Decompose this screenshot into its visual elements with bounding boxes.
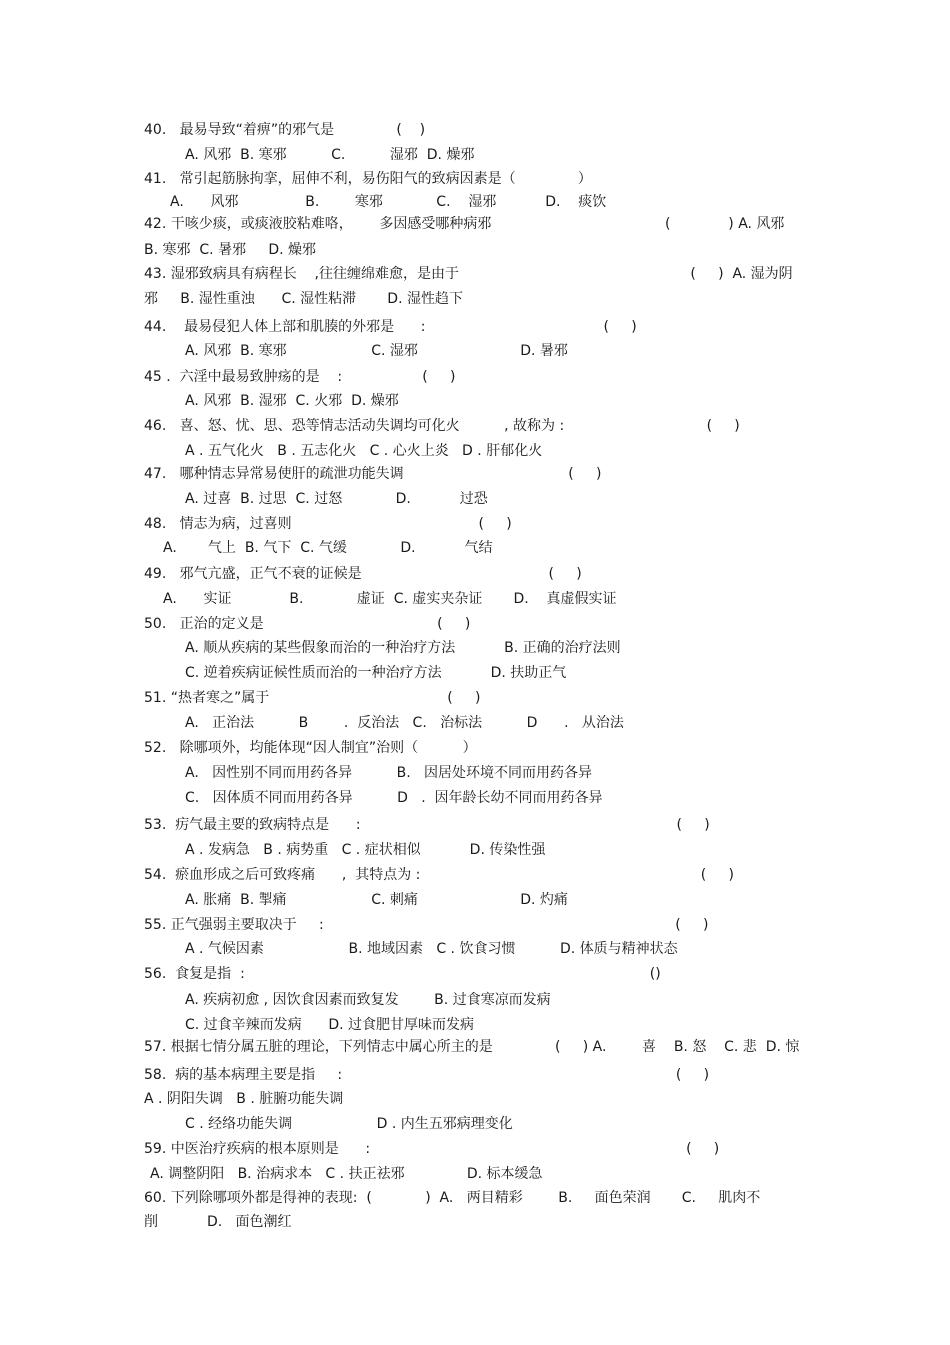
options-51: A. 正治法 B . 反治法 C. 治标法 D . 从治法	[185, 715, 624, 731]
options-40: A. 风邪 B. 寒邪 C. 湿邪 D. 燥邪	[185, 147, 475, 163]
question-49: 49. 邪气亢盛，正气不衰的证候是 ( )	[144, 566, 582, 582]
options-48: A. 气上 B. 气下 C. 气缓 D. 气结	[163, 540, 493, 556]
question-48: 48. 情志为病，过喜则 ( )	[144, 516, 512, 532]
options-52-row2: C. 因体质不同而用药各异 D . 因年龄长幼不同而用药各异	[185, 790, 603, 806]
options-47: A. 过喜 B. 过思 C. 过怒 D. 过恐	[185, 491, 488, 507]
question-52: 52. 除哪项外，均能体现“因人制宜”治则（ ）	[144, 740, 477, 756]
question-50: 50. 正治的定义是 ( )	[144, 616, 471, 632]
options-42: B. 寒邪 C. 暑邪 D. 燥邪	[144, 242, 317, 258]
question-46: 46. 喜、怒、忧、思、恐等情志活动失调均可化火 , 故称为 : ( )	[144, 418, 740, 434]
options-56-row2: C. 过食辛辣而发病 D. 过食肥甘厚味而发病	[185, 1017, 475, 1033]
question-42: 42. 干咳少痰，或痰液胶粘难咯， 多因感受哪种病邪 ( ) A. 风邪	[144, 216, 785, 232]
question-40: 40. 最易导致“着痹”的邪气是 ( )	[144, 122, 426, 138]
options-58-row1: A . 阴阳失调 B . 脏腑功能失调	[144, 1091, 344, 1107]
question-60: 60. 下列除哪项外都是得神的表现: ( ) A. 两目精彩 B. 面色荣润 C. 肌肉不	[144, 1190, 761, 1206]
options-50-row1: A. 顺从疾病的某些假象而治的一种治疗方法 B. 正确的治疗法则	[185, 640, 621, 656]
options-60: 削 D. 面色潮红	[144, 1214, 292, 1230]
question-59: 59. 中医治疗疾病的根本原则是 : ( )	[144, 1141, 720, 1157]
question-55: 55. 正气强弱主要取决于 : ( )	[144, 917, 709, 933]
options-58-row2: C . 经络功能失调 D . 内生五邪病理变化	[185, 1116, 513, 1132]
question-53: 53. 疠气最主要的致病特点是 : ( )	[144, 817, 710, 833]
options-52-row1: A. 因性别不同而用药各异 B. 因居处环境不同而用药各异	[185, 765, 593, 781]
question-44: 44. 最易侵犯人体上部和肌腠的外邪是 : ( )	[144, 319, 637, 335]
options-59: A. 调整阴阳 B. 治病求本 C . 扶正祛邪 D. 标本缓急	[150, 1166, 543, 1182]
options-45: A. 风邪 B. 湿邪 C. 火邪 D. 燥邪	[185, 393, 399, 409]
options-43: 邪 B. 湿性重浊 C. 湿性粘滞 D. 湿性趋下	[144, 291, 463, 307]
options-44: A. 风邪 B. 寒邪 C. 湿邪 D. 暑邪	[185, 343, 568, 359]
options-49: A. 实证 B. 虚证 C. 虚实夹杂证 D. 真虚假实证	[163, 591, 617, 607]
question-41: 41. 常引起筋脉拘挛，屈伸不利，易伤阳气的致病因素是（ ）	[144, 171, 592, 187]
question-47: 47. 哪种情志异常易使肝的疏泄功能失调 ( )	[144, 466, 602, 482]
question-57: 57. 根据七情分属五脏的理论，下列情志中属心所主的是 ( ) A. 喜 B. 怒 C. 悲 D. 惊	[144, 1039, 800, 1055]
question-43: 43. 湿邪致病具有病程长 ,往往缠绵难愈，是由于 ( ) A. 湿为阴	[144, 266, 793, 282]
question-56: 56. 食复是指 : ()	[144, 966, 661, 982]
question-51: 51. “热者寒之”属于 ( )	[144, 690, 481, 706]
question-58: 58. 病的基本病理主要是指 : ( )	[144, 1067, 710, 1083]
options-41: A. 风邪 B. 寒邪 C. 湿邪 D. 痰饮	[170, 194, 607, 210]
question-54: 54. 瘀血形成之后可致疼痛 , 其特点为 : ( )	[144, 867, 734, 883]
options-56-row1: A. 疾病初愈 , 因饮食因素而致复发 B. 过食寒凉而发病	[185, 992, 551, 1008]
options-50-row2: C. 逆着疾病证候性质而治的一种治疗方法 D. 扶助正气	[185, 665, 567, 681]
options-54: A. 胀痛 B. 掣痛 C. 刺痛 D. 灼痛	[185, 892, 568, 908]
options-53: A . 发病急 B . 病势重 C . 症状相似 D. 传染性强	[185, 842, 546, 858]
options-55: A . 气候因素 B. 地域因素 C . 饮食习惯 D. 体质与精神状态	[185, 941, 678, 957]
question-45: 45 . 六淫中最易致肿疡的是 : ( )	[144, 369, 456, 385]
options-46: A . 五气化火 B . 五志化火 C . 心火上炎 D . 肝郁化火	[185, 443, 543, 459]
